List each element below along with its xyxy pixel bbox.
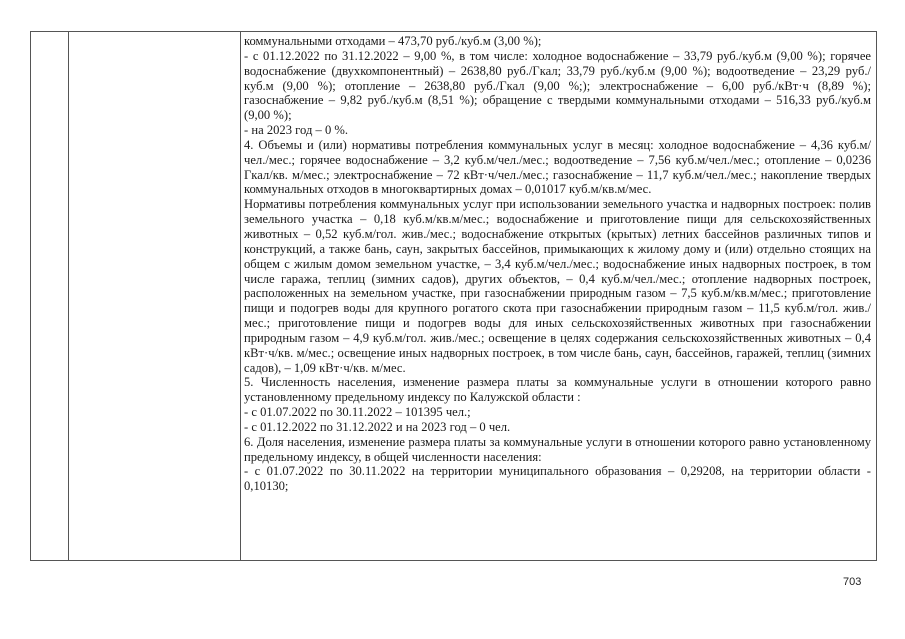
paragraph: - с 01.12.2022 по 31.12.2022 – 9,00 %, в том числе: холодное водоснабжение – 33,79 руб./куб.м (9,00 %); горячее водоснабжение (двухкомпонентный) – 2638,80 руб./Гкал; 33,79 руб./куб.м (9,00 %); водоотведение – 23,29 руб./куб.м (9,00 %); отопление – 2638,80 руб./Гкал (9,00 %;); электроснабжение – 6,00 руб./кВт·ч (8,89 %); газоснабжение – 9,82 руб./куб.м (8,51 %); обращение с твердыми коммунальными отходами – 516,33 руб./куб.м (9,00 %); <box>244 48 871 123</box>
paragraph: коммунальными отходами – 473,70 руб./куб.м (3,00 %); <box>244 34 542 48</box>
paragraph: 5. Численность населения, изменение размера платы за коммунальные услуги в отношении которого равно установленному предельному индексу по Калужской области : <box>244 375 871 405</box>
paragraph: 6. Доля населения, изменение размера платы за коммунальные услуги в отношении которого равно установленному предельному индексу, в общей численности населения: <box>244 434 871 464</box>
paragraph: Нормативы потребления коммунальных услуг при использовании земельного участка и надворных построек: полив земельного участка – 0,18 куб.м/кв.м/мес.; водоснабжение и приготовление пищи для сельскохозяйственных животных – 0,52 куб.м/гол. жив./мес.; водоснабжение открытых (крытых) летних бассейнов различных типов и конструкций, а также бань, саун, закрытых бассейнов, примыкающих к жилому дому и (или) отдельно стоящих на общем с жилым домом земельном участке, – 3,4 куб.м/чел./мес.; водоснабжение иных надворных построек, в том числе гаража, теплиц (зимних садов), других объектов, – 0,4 куб.м/чел./мес.; отопление надворных построек, расположенных на земельном участке, при газоснабжении природным газом – 7,5 куб.м/кв.м/мес.; приготовление пищи и подогрев воды для крупного рогатого скота при газоснабжении природным газом – 11,5 куб.м/гол. жив./мес.; приготовление пищи и подогрев воды для иных сельскохозяйственных животных при газоснабжении природным газом – 4,9 куб.м/гол. жив./мес.; освещение в целях содержания сельскохозяйственных животных – 0,4 кВт·ч/кв. м/мес.; освещение иных надворных построек, в том числе бань, саун, бассейнов, гаражей, теплиц (зимних садов), – 1,09 кВт·ч/кв. м/мес. <box>244 197 871 375</box>
document-table <box>30 31 877 561</box>
paragraph: - с 01.07.2022 по 30.11.2022 – 101395 чел.; <box>244 405 471 420</box>
paragraph: - на 2023 год – 0 %. <box>244 123 349 138</box>
paragraph: 4. Объемы и (или) нормативы потребления коммунальных услуг в месяц: холодное водоснабжение – 4,36 куб.м/чел./мес.; горячее водоснабжение – 3,2 куб.м/чел./мес.; водоотведение – 7,56 куб.м/чел./мес.; отопление – 0,0236 Гкал/кв. м/мес.; электроснабжение – 72 кВт·ч/чел./мес.; газоснабжение – 11,7 куб.м/чел./мес.; накопление твердых коммунальных отходов в многоквартирных домах – 0,01017 куб.м/кв.м/мес. <box>244 137 871 197</box>
column-divider <box>68 32 69 560</box>
table-cell-content <box>244 34 871 494</box>
paragraph: - с 01.07.2022 по 30.11.2022 на территории муниципального образования – 0,29208, на территории области - 0,10130; <box>244 464 871 494</box>
column-divider <box>240 32 241 560</box>
paragraph: - с 01.12.2022 по 31.12.2022 и на 2023 год – 0 чел. <box>244 419 511 434</box>
page-number: 703 <box>843 576 862 588</box>
